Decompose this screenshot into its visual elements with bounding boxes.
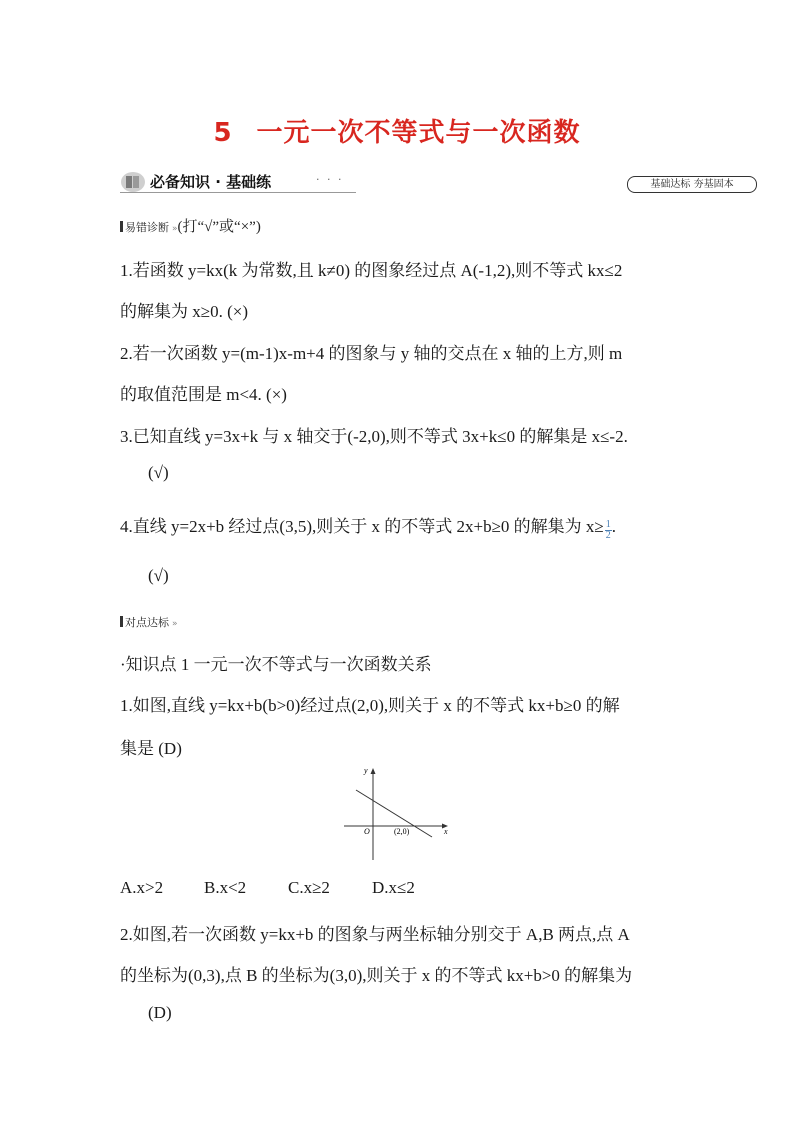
q2-line-2: 的坐标为(0,3),点 B 的坐标为(3,0),则关于 x 的不等式 kx+b>0 的解集为 xyxy=(120,966,633,985)
x-axis-label: x xyxy=(444,827,448,836)
fraction-half xyxy=(605,520,612,541)
diagnosis-tag xyxy=(120,215,261,236)
q2-line-1: 2.如图,若一次函数 y=kx+b 的图象与两坐标轴分别交于 A,B 两点,点 A xyxy=(120,925,630,944)
practice-tag-label: 对点达标 xyxy=(125,616,169,629)
item-2-line-1: 2.若一次函数 y=(m-1)x-m+4 的图象与 y 轴的交点在 x 轴的上方,则 m xyxy=(120,344,623,363)
y-axis-arrow xyxy=(371,768,376,774)
q1-line-2: 集是 (D) xyxy=(120,739,182,758)
item-3-line-1: 3.已知直线 y=3x+k 与 x 轴交于(-2,0),则不等式 3x+k≤0 的解集是 x≤-2. xyxy=(120,427,628,446)
q1-option-a: A.x>2 xyxy=(120,878,164,897)
practice-tag xyxy=(120,614,178,630)
diagnosis-tag-label: 易错诊断 xyxy=(125,221,169,234)
q1-option-c: C.x≥2 xyxy=(288,878,330,897)
level-badge: 基础达标 夯基固本 xyxy=(627,176,757,193)
item-4-end: . xyxy=(611,517,616,536)
book-icon xyxy=(120,171,146,193)
chevron-right-icon: » xyxy=(172,619,178,629)
chevron-right-icon: » xyxy=(172,224,178,234)
section-label: 必备知识 · 基础练 xyxy=(150,173,272,191)
section-dots: · · · xyxy=(316,173,344,186)
fraction-numerator: 1 xyxy=(605,519,611,530)
q1-option-d: D.x≤2 xyxy=(372,878,415,897)
fraction-denominator: 2 xyxy=(605,530,611,541)
item-3-line-2: (√) xyxy=(148,463,169,482)
tag-bar-icon xyxy=(120,221,123,232)
title-text: 一元一次不等式与一次函数 xyxy=(256,118,581,148)
y-axis-label: y xyxy=(364,766,368,775)
q1-graph xyxy=(340,762,452,862)
item-1-line-1: 1.若函数 y=kx(k 为常数,且 k≠0) 的图象经过点 A(-1,2),则不等式 kx≤2 xyxy=(120,261,623,280)
item-2-line-2: 的取值范围是 m<4. (×) xyxy=(120,385,287,404)
q2-line-3: (D) xyxy=(148,1003,172,1022)
title-number: 5 xyxy=(213,118,233,148)
page-title xyxy=(0,112,794,149)
section-header xyxy=(120,170,356,194)
origin-label: O xyxy=(364,827,370,836)
diagnosis-instruction: (打“√”或“×”) xyxy=(177,219,261,235)
section-underline xyxy=(120,192,356,193)
knowledge-point-heading: ·知识点 1 一元一次不等式与一次函数关系 xyxy=(120,655,432,674)
q1-option-b: B.x<2 xyxy=(204,878,247,897)
item-1-line-2: 的解集为 x≥0. (×) xyxy=(120,302,248,321)
q1-line-1: 1.如图,直线 y=kx+b(b>0)经过点(2,0),则关于 x 的不等式 kx+b≥0 的解 xyxy=(120,696,620,715)
item-4-line-2: (√) xyxy=(148,566,169,585)
item-4-line-1 xyxy=(120,512,616,541)
item-4-text: 4.直线 y=2x+b 经过点(3,5),则关于 x 的不等式 2x+b≥0 的解集为 x≥ xyxy=(120,517,604,536)
point-label: (2,0) xyxy=(394,827,410,836)
tag-bar-icon xyxy=(120,616,123,627)
